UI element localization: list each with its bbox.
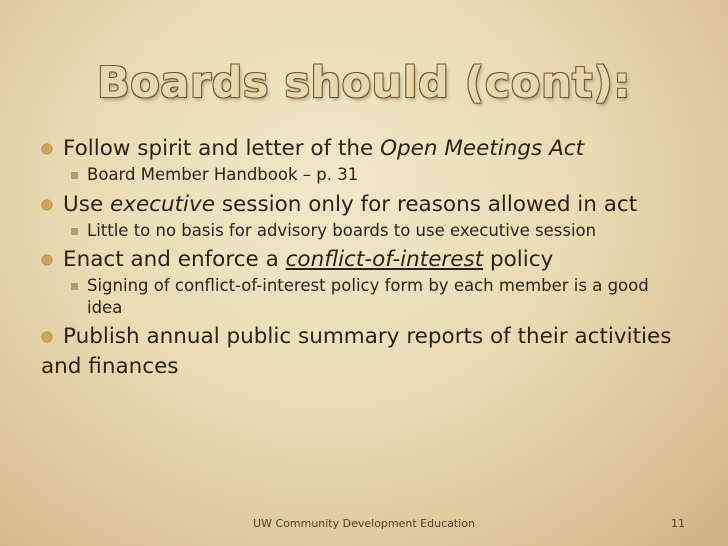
- sub-bullet-item-3: [67, 275, 681, 319]
- square-bullet-icon: [71, 172, 78, 179]
- bullet-item-3: [41, 245, 681, 275]
- bullet-item-2-text-end: session only for reasons allowed in act: [214, 192, 638, 217]
- slide-footer: UW Community Development Education: [253, 517, 475, 530]
- sub-bullet-item-1: [67, 164, 681, 186]
- bullet-item-2-text: Use: [63, 192, 110, 217]
- square-bullet-icon: [71, 228, 78, 235]
- bullet-item-1-emphasis: Open Meetings Act: [380, 136, 585, 161]
- bullet-item-2-emphasis: executive: [110, 192, 215, 217]
- sub-bullet-item-3-text: Signing of conflict-of-interest policy form by each member is a good idea: [87, 276, 649, 317]
- bullet-item-1: [41, 134, 681, 164]
- bullet-icon: [41, 331, 53, 343]
- bullet-list: [41, 134, 681, 382]
- page-number: 11: [671, 517, 685, 530]
- bullet-icon: [41, 254, 53, 266]
- sub-bullet-item-1-text: Board Member Handbook – p. 31: [87, 165, 359, 184]
- bullet-item-3-emphasis: conflict-of-interest: [285, 247, 484, 272]
- bullet-item-4-text: Publish annual public summary reports of their activities and finances: [41, 324, 672, 379]
- square-bullet-icon: [71, 283, 78, 290]
- bullet-item-1-text: Follow spirit and letter of the: [63, 136, 381, 161]
- bullet-item-3-text-end: policy: [483, 247, 554, 272]
- bullet-icon: [41, 199, 53, 211]
- bullet-item-3-text: Enact and enforce a: [63, 247, 286, 272]
- bullet-item-4: [41, 322, 681, 382]
- bullet-icon: [41, 143, 53, 155]
- slide-title: Boards should (cont):: [97, 58, 631, 108]
- sub-bullet-item-2: [67, 220, 681, 242]
- bullet-item-2: [41, 190, 681, 220]
- sub-bullet-item-2-text: Little to no basis for advisory boards to use executive session: [87, 221, 597, 240]
